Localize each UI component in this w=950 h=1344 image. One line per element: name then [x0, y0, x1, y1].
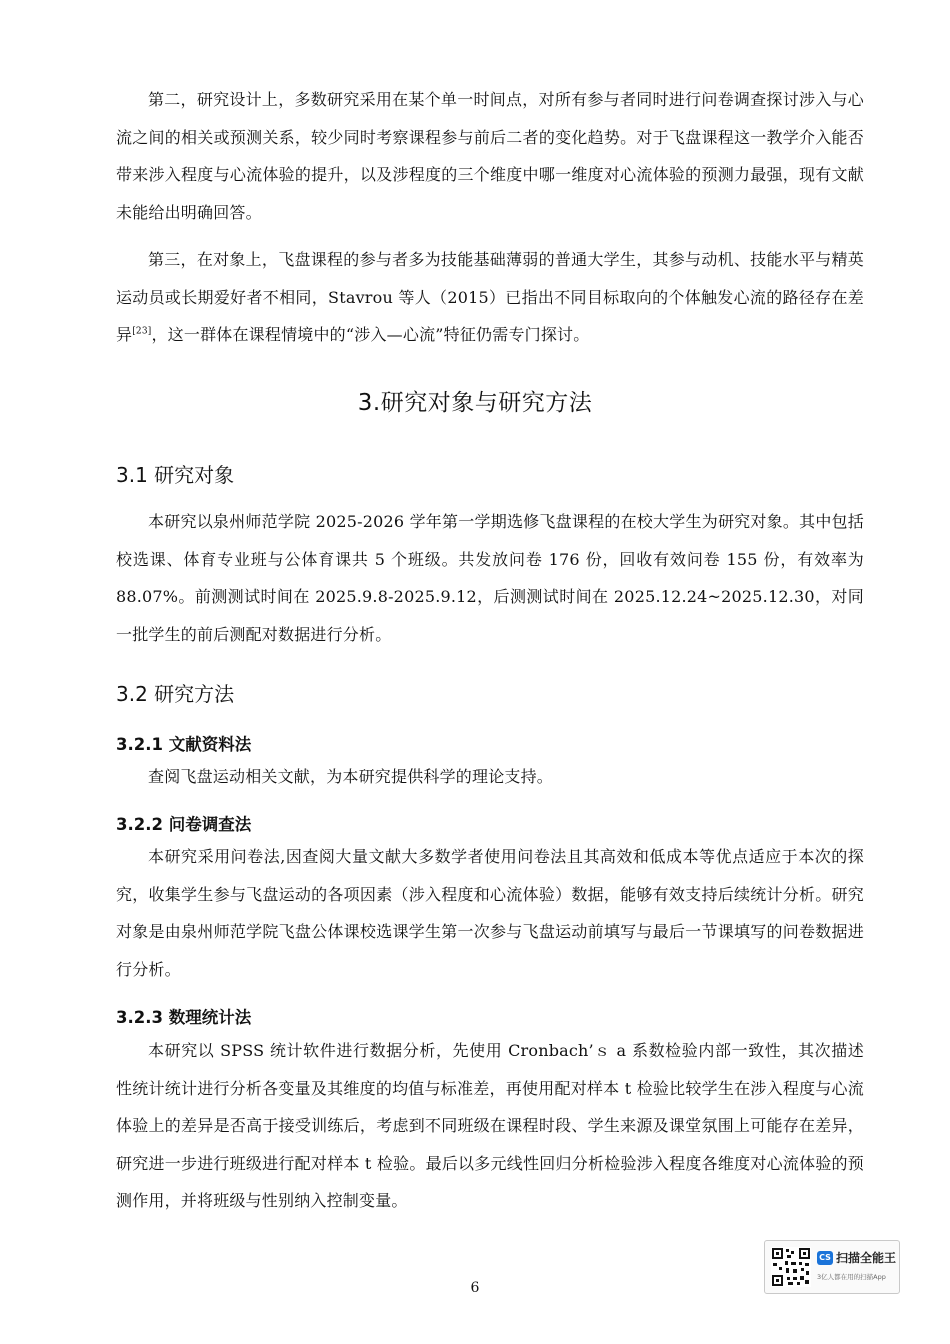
- section-3-2-2-body: 本研究采用问卷法,因查阅大量文献大多数学者使用问卷法且其高效和低成本等优点适应于本次的探究，收集学生参与飞盘运动的各项因素（涉入程度和心流体验）数据，能够有效支持后续统计分析。研究对象是由泉州师范学院飞盘公体课校选课学生第一次参与飞盘运动前填写与最后一节课填写的问卷数据进行分析。: [116, 847, 864, 979]
- section-3-2-1-body: 查阅飞盘运动相关文献，为本研究提供科学的理论支持。: [148, 767, 554, 786]
- citation-marker: [23]: [132, 326, 152, 337]
- section-3-2-title: 3.2 研究方法: [116, 682, 235, 706]
- paragraph-second-point: 第二，研究设计上，多数研究采用在某个单一时间点，对所有参与者同时进行问卷调查探讨涉入与心流之间的相关或预测关系，较少同时考察课程参与前后二者的变化趋势。对于飞盘课程这一教学介入能否带来涉入程度与心流体验的提升，以及涉程度的三个维度中哪一维度对心流体验的预测力最强，现有文献未能给出明确回答。: [116, 90, 864, 222]
- section-3-2-1-title: 3.2.1 文献资料法: [116, 735, 252, 754]
- section-3-1-title: 3.1 研究对象: [116, 463, 235, 487]
- section-3-2-3-body: 本研究以 SPSS 统计软件进行数据分析，先使用 Cronbach’ｓ a 系数检验内部一致性，其次描述性统计统计进行分析各变量及其维度的均值与标准差，再使用配对样本 t 检验比较学生在涉入程度与心流体验上的差异是否高于接受训练后，考虑到不同班级在课程时段、学生来源及课堂氛围上可能存在差异，研究进一步进行班级进行配对样本 t 检验。最后以多元线性回归分析检验涉入程度各维度对心流体验的预测作用，并将班级与性别纳入控制变量。: [116, 1041, 864, 1210]
- page-number: 6: [470, 1280, 480, 1296]
- chapter-title: 3.研究对象与研究方法: [357, 390, 593, 416]
- camscanner-logo-icon: CS: [817, 1251, 833, 1265]
- section-3-2-3-title: 3.2.3 数理统计法: [116, 1008, 252, 1027]
- paragraph-third-point: [116, 241, 864, 354]
- paragraph-third-tail: ，这一群体在课程情境中的“涉入—心流”特征仍需专门探讨。: [151, 325, 590, 344]
- watermark-subtitle: 3亿人都在用的扫描App: [817, 1273, 886, 1281]
- section-3-2-2-title: 3.2.2 问卷调查法: [116, 815, 252, 834]
- section-3-1-body: 本研究以泉州师范学院 2025-2026 学年第一学期选修飞盘课程的在校大学生为研究对象。其中包括校选课、体育专业班与公体育课共 5 个班级。共发放问卷 176 份，回收有效问卷 155 份，有效率为 88.07%。前测测试时间在 2025.9.8-2025.9.12，后测测试时间在 2025.12.24~2025.12.30，对同一批学生的前后测配对数据进行分析。: [116, 512, 864, 644]
- paragraph-third-text: 第三，在对象上，飞盘课程的参与者多为技能基础薄弱的普通大学生，其参与动机、技能水平与精英运动员或长期爱好者不相同，Stavrou 等人（2015）已指出不同目标取向的个体触发心流的路径存在差异: [116, 250, 864, 344]
- watermark-title: 扫描全能王: [836, 1251, 897, 1265]
